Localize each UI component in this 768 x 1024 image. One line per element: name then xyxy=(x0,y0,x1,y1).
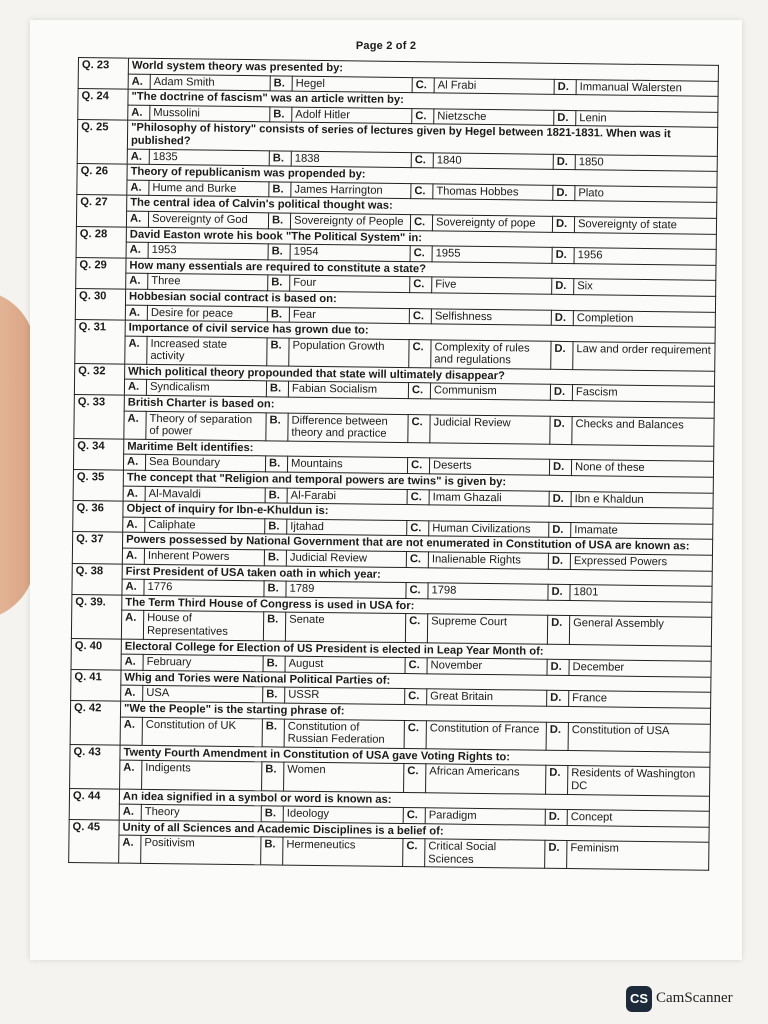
option-text: Imamate xyxy=(571,522,713,539)
option-letter: B. xyxy=(264,550,286,566)
option-text: 1776 xyxy=(144,580,264,597)
option-letter: D. xyxy=(549,491,571,507)
option-letter: D. xyxy=(552,247,574,263)
option-letter: A. xyxy=(125,305,147,321)
option-letter: B. xyxy=(269,182,291,198)
option-text: Mountains xyxy=(287,457,407,474)
option-text: Al-Farabi xyxy=(287,488,407,505)
option-letter: B. xyxy=(267,306,289,322)
question-text: The concept that "Religion and temporal powers are twins" is given by: xyxy=(123,470,713,493)
option-letter: C. xyxy=(410,277,432,293)
option-letter: B. xyxy=(261,806,283,822)
question-number: Q. 35 xyxy=(73,470,123,502)
option-text: France xyxy=(569,691,711,708)
option-letter: B. xyxy=(270,107,292,123)
option-letter: A. xyxy=(123,486,145,502)
option-letter: C. xyxy=(403,839,425,867)
option-text: 1956 xyxy=(574,248,716,265)
question-text: Electoral College for Election of US President is elected in Leap Year Month of: xyxy=(121,639,711,662)
option-letter: B. xyxy=(261,837,283,865)
option-letter: A. xyxy=(128,105,150,121)
option-letter: B. xyxy=(265,456,287,472)
option-text: Fascism xyxy=(572,385,714,402)
option-text: Inalienable Rights xyxy=(428,552,548,569)
option-text: Four xyxy=(290,275,410,292)
option-letter: D. xyxy=(550,416,572,444)
question-text: "We the People" is the starting phrase of: xyxy=(120,701,710,724)
option-letter: C. xyxy=(411,152,433,168)
option-letter: C. xyxy=(404,764,426,792)
option-letter: D. xyxy=(551,341,573,369)
option-text: Sovereignty of pope xyxy=(432,215,552,232)
question-number: Q. 24 xyxy=(78,89,128,121)
option-text: Five xyxy=(432,277,552,294)
option-letter: A. xyxy=(119,804,141,820)
option-text: Al Frabi xyxy=(434,77,554,94)
option-text: Expressed Powers xyxy=(570,554,712,571)
question-number: Q. 40 xyxy=(71,638,121,670)
question-number: Q. 31 xyxy=(75,320,126,364)
option-text: Adam Smith xyxy=(150,74,270,91)
question-text: First President of USA taken oath in which year: xyxy=(122,564,712,587)
option-letter: C. xyxy=(412,77,434,93)
camscanner-brand-text: CamScanner xyxy=(656,990,733,1006)
question-number: Q. 30 xyxy=(75,288,125,320)
option-letter: D. xyxy=(548,553,570,569)
option-text: Hegel xyxy=(292,76,412,93)
option-letter: D. xyxy=(549,460,571,476)
question-text: Powers possessed by National Government that are not enumerated in Constitution of USA are known as: xyxy=(123,532,713,555)
question-text: Unity of all Sciences and Academic Disciplines is a belief of: xyxy=(119,820,709,843)
option-text: Supreme Court xyxy=(427,614,547,644)
option-text: December xyxy=(569,660,711,677)
option-letter: A. xyxy=(126,242,148,258)
option-letter: B. xyxy=(262,762,284,790)
question-text: An idea signified in a symbol or word is known as: xyxy=(119,789,709,812)
option-letter: A. xyxy=(128,74,150,90)
option-text: Communism xyxy=(430,383,550,400)
option-letter: B. xyxy=(268,244,290,260)
option-text: Selfishness xyxy=(431,308,551,325)
option-letter: A. xyxy=(126,273,148,289)
option-letter: D. xyxy=(550,385,572,401)
option-text: Sovereignty of God xyxy=(148,211,268,228)
option-letter: C. xyxy=(407,489,429,505)
page-number: Page 2 of 2 xyxy=(355,40,417,52)
question-text: "Philosophy of history" consists of series of lectures given by Hegel between 1821-1831. When was it published? xyxy=(127,120,717,155)
option-text: General Assembly xyxy=(569,616,711,646)
question-text: Maritime Belt identifies: xyxy=(124,439,714,462)
option-text: Increased state activity xyxy=(147,336,267,366)
option-letter: B. xyxy=(263,687,285,703)
question-number: Q. 37 xyxy=(72,532,122,564)
option-letter: B. xyxy=(268,213,290,229)
question-table-wrap xyxy=(68,57,718,871)
option-letter: D. xyxy=(552,279,574,295)
option-text: Syndicalism xyxy=(146,380,266,397)
option-letter: C. xyxy=(411,183,433,199)
option-text: Difference between theory and practice xyxy=(288,413,408,443)
question-number: Q. 26 xyxy=(77,164,127,196)
option-letter: A. xyxy=(124,380,146,396)
option-text: 1850 xyxy=(575,154,717,171)
option-text: Population Growth xyxy=(289,338,409,368)
question-text: The central idea of Calvin's political thought was: xyxy=(127,195,717,218)
option-text: Sea Boundary xyxy=(145,455,265,472)
option-letter: D. xyxy=(545,841,567,869)
option-text: Theory xyxy=(141,804,261,821)
question-number: Q. 43 xyxy=(70,744,121,788)
option-letter: A. xyxy=(121,610,143,638)
question-text: Importance of civil service has grown due to: xyxy=(125,320,715,343)
option-letter: A. xyxy=(122,548,144,564)
option-text: Residents of Washington DC xyxy=(568,766,710,796)
question-number: Q. 44 xyxy=(69,788,119,820)
question-text: "The doctrine of fascism" was an article written by: xyxy=(128,89,718,112)
option-text: 1955 xyxy=(432,246,552,263)
option-letter: C. xyxy=(405,658,427,674)
option-text: Lenin xyxy=(576,110,718,127)
option-letter: A. xyxy=(122,579,144,595)
option-text: None of these xyxy=(571,460,713,477)
option-text: Feminism xyxy=(567,841,709,871)
question-text: Theory of republicanism was propended by: xyxy=(127,164,717,187)
question-number: Q. 39. xyxy=(71,594,122,638)
option-letter: B. xyxy=(263,656,285,672)
option-text: Judicial Review xyxy=(430,414,550,444)
question-text: Hobbesian social contract is based on: xyxy=(125,289,715,312)
question-text: Which political theory propounded that state will ultimately disappear? xyxy=(125,364,715,387)
option-text: Human Civilizations xyxy=(429,521,549,538)
option-letter: D. xyxy=(547,659,569,675)
option-text: Constitution of France xyxy=(426,720,546,750)
option-letter: A. xyxy=(125,336,147,364)
option-text: Ibn e Khaldun xyxy=(571,491,713,508)
option-text: Checks and Balances xyxy=(572,416,714,446)
option-text: Deserts xyxy=(429,458,549,475)
option-text: Positivism xyxy=(141,836,261,866)
option-text: USSR xyxy=(285,687,405,704)
option-letter: B. xyxy=(268,275,290,291)
option-letter: C. xyxy=(405,689,427,705)
option-letter: A. xyxy=(121,654,143,670)
option-text: Thomas Hobbes xyxy=(433,184,553,201)
question-number: Q. 23 xyxy=(78,58,128,90)
option-letter: D. xyxy=(551,310,573,326)
question-number: Q. 34 xyxy=(73,438,123,470)
question-text: British Charter is based on: xyxy=(124,395,714,418)
option-letter: D. xyxy=(548,584,570,600)
option-text: Judicial Review xyxy=(286,550,406,567)
question-text: Object of inquiry for Ibn-e-Khuldun is: xyxy=(123,501,713,524)
option-letter: A. xyxy=(126,211,148,227)
option-text: House of Representatives xyxy=(143,611,263,641)
question-number: Q. 33 xyxy=(74,395,125,439)
option-text: November xyxy=(427,658,547,675)
option-letter: A. xyxy=(123,517,145,533)
option-text: Fear xyxy=(289,307,409,324)
option-letter: A. xyxy=(121,685,143,701)
option-text: Sovereignty of People xyxy=(290,213,410,230)
option-letter: B. xyxy=(266,412,288,440)
option-letter: B. xyxy=(263,612,285,640)
option-letter: C. xyxy=(408,383,430,399)
option-letter: D. xyxy=(546,722,568,750)
option-text: 1789 xyxy=(286,581,406,598)
option-text: African Americans xyxy=(426,764,546,794)
option-text: Three xyxy=(148,274,268,291)
option-letter: A. xyxy=(124,411,146,439)
question-number: Q. 42 xyxy=(70,700,121,744)
question-number: Q. 45 xyxy=(69,819,120,863)
option-text: Plato xyxy=(575,185,717,202)
option-text: 1838 xyxy=(291,151,411,168)
option-text: Mussolini xyxy=(150,105,270,122)
option-text: Desire for peace xyxy=(147,305,267,322)
option-letter: B. xyxy=(265,487,287,503)
option-letter: B. xyxy=(264,581,286,597)
option-text: Ideology xyxy=(283,806,403,823)
option-text: Great Britain xyxy=(427,689,547,706)
option-text: Hume and Burke xyxy=(149,180,269,197)
option-text: Sovereignty of state xyxy=(574,217,716,234)
option-text: Immanual Walersten xyxy=(576,79,718,96)
question-number: Q. 36 xyxy=(73,501,123,533)
option-text: 1798 xyxy=(428,583,548,600)
option-text: Ijtahad xyxy=(287,519,407,536)
option-letter: A. xyxy=(120,760,142,788)
option-text: 1954 xyxy=(290,244,410,261)
option-letter: C. xyxy=(406,583,428,599)
option-text: August xyxy=(285,656,405,673)
question-number: Q. 27 xyxy=(76,195,126,227)
question-number: Q. 32 xyxy=(74,363,124,395)
option-text: Paradigm xyxy=(425,808,545,825)
option-text: 1953 xyxy=(148,242,268,259)
option-letter: B. xyxy=(262,718,284,746)
option-letter: A. xyxy=(123,455,145,471)
option-text: Law and order requirement xyxy=(573,341,715,371)
option-letter: C. xyxy=(405,614,427,642)
option-letter: C. xyxy=(409,339,431,367)
option-letter: B. xyxy=(270,75,292,91)
option-text: Al-Mavaldi xyxy=(145,486,265,503)
option-text: Constitution of Russian Federation xyxy=(284,719,404,749)
option-letter: D. xyxy=(547,691,569,707)
option-letter: D. xyxy=(554,79,576,95)
option-letter: A. xyxy=(120,717,142,745)
option-letter: D. xyxy=(554,110,576,126)
camscanner-logo-icon: CS xyxy=(626,986,652,1012)
option-letter: C. xyxy=(403,808,425,824)
option-text: Women xyxy=(284,762,404,792)
question-text: Twenty Fourth Amendment in Constitution of USA gave Voting Rights to: xyxy=(120,745,710,768)
option-text: Hermeneutics xyxy=(283,837,403,867)
option-text: 1801 xyxy=(570,585,712,602)
option-text: Six xyxy=(574,279,716,296)
option-text: 1840 xyxy=(433,152,553,169)
question-number: Q. 25 xyxy=(77,120,128,164)
option-letter: B. xyxy=(269,150,291,166)
option-letter: D. xyxy=(546,766,568,794)
option-text: Constitution of USA xyxy=(568,722,710,752)
option-letter: C. xyxy=(410,246,432,262)
option-letter: D. xyxy=(547,616,569,644)
option-letter: A. xyxy=(127,149,149,165)
option-letter: C. xyxy=(407,520,429,536)
option-letter: D. xyxy=(553,154,575,170)
question-table xyxy=(68,57,719,871)
option-text: Critical Social Sciences xyxy=(425,839,545,869)
question-text: World system theory was presented by: xyxy=(128,58,718,81)
option-letter: C. xyxy=(410,215,432,231)
option-text: Senate xyxy=(285,612,405,642)
option-letter: D. xyxy=(549,522,571,538)
option-text: Imam Ghazali xyxy=(429,489,549,506)
option-letter: C. xyxy=(409,308,431,324)
option-text: James Harrington xyxy=(291,182,411,199)
option-text: Indigents xyxy=(142,761,262,791)
question-text: David Easton wrote his book "The Political System" in: xyxy=(126,227,716,250)
option-text: Theory of separation of power xyxy=(146,411,266,441)
option-text: Concept xyxy=(567,810,709,827)
question-number: Q. 28 xyxy=(76,226,126,258)
option-text: Complexity of rules and regulations xyxy=(431,340,551,370)
option-text: Constitution of UK xyxy=(142,717,262,747)
option-letter: C. xyxy=(404,720,426,748)
option-text: Adolf Hitler xyxy=(292,107,412,124)
option-text: 1835 xyxy=(149,149,269,166)
question-text: The Term Third House of Congress is used in USA for: xyxy=(122,595,712,618)
option-letter: C. xyxy=(412,108,434,124)
question-text: How many essentials are required to constitute a state? xyxy=(126,258,716,281)
question-number: Q. 29 xyxy=(76,257,126,289)
option-letter: C. xyxy=(406,552,428,568)
question-text: Whig and Tories were National Political Parties of: xyxy=(121,670,711,693)
exam-sheet xyxy=(30,20,742,960)
option-text: Completion xyxy=(573,310,715,327)
option-letter: B. xyxy=(266,381,288,397)
option-letter: C. xyxy=(407,458,429,474)
option-letter: A. xyxy=(119,835,141,863)
option-letter: A. xyxy=(127,180,149,196)
option-text: USA xyxy=(143,686,263,703)
question-table-body xyxy=(69,58,719,871)
question-number: Q. 41 xyxy=(71,669,121,701)
option-letter: D. xyxy=(553,185,575,201)
option-text: Caliphate xyxy=(145,517,265,534)
option-text: February xyxy=(143,654,263,671)
option-letter: B. xyxy=(267,338,289,366)
option-letter: B. xyxy=(265,519,287,535)
option-letter: D. xyxy=(545,809,567,825)
option-text: Nietzsche xyxy=(434,109,554,126)
option-text: Inherent Powers xyxy=(144,548,264,565)
option-letter: D. xyxy=(552,216,574,232)
option-text: Fabian Socialism xyxy=(288,382,408,399)
option-letter: C. xyxy=(408,414,430,442)
question-number: Q. 38 xyxy=(72,563,122,595)
